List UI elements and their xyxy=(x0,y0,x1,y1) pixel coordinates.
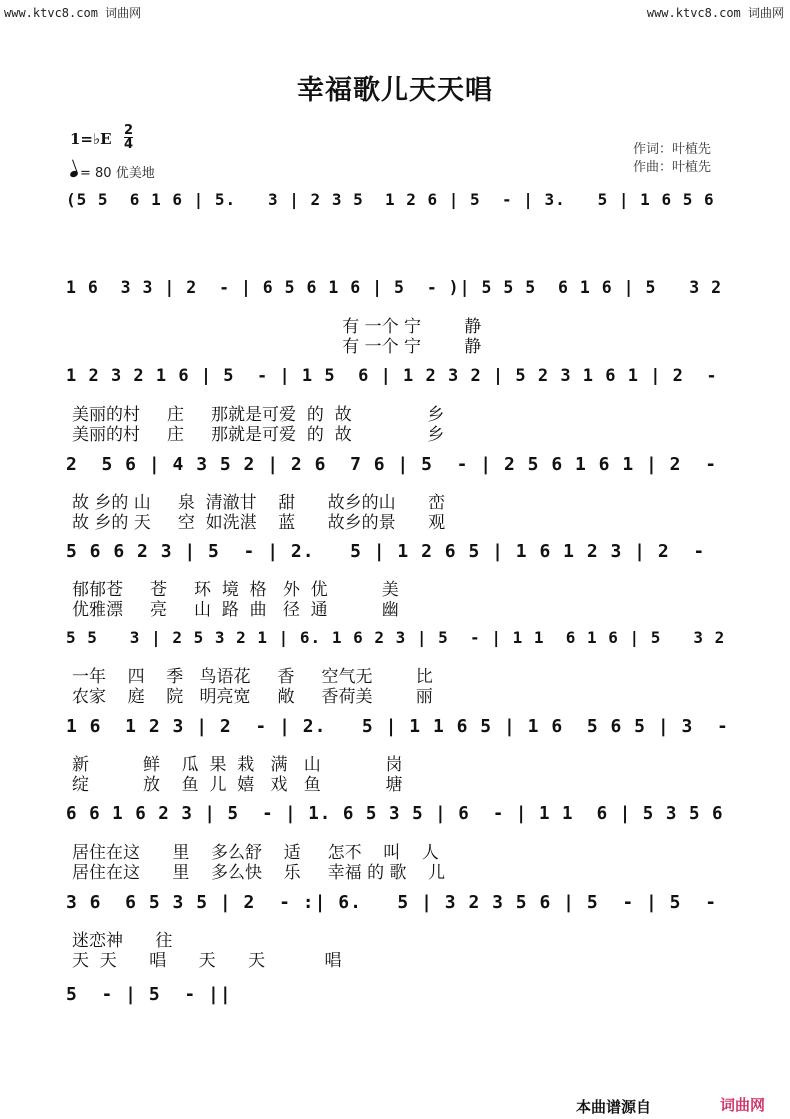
lyric-line-1: 有 一个 宁 静 xyxy=(72,317,482,337)
lyric-line-2: 有 一个 宁 静 xyxy=(72,337,482,357)
lyric-line-2: 故 乡的 天 空 如洗湛 蓝 故乡的景 观 xyxy=(72,513,446,533)
footer-source: 本曲谱源自 xyxy=(576,1098,652,1116)
tempo-marking xyxy=(70,162,155,181)
lyric-line-1: 故 乡的 山 泉 清澈甘 甜 故乡的山 峦 xyxy=(72,493,446,513)
notes-line: 6 6 1 6 2 3 | 5 - | 1. 6 5 3 5 | 6 - | 1 1 6 | 5 3 5 6 xyxy=(66,804,724,824)
notes-line: 5 5 3 | 2 5 3 2 1 | 6. 1 6 2 3 | 5 - | 1 1 6 1 6 | 5 3 2 xyxy=(66,628,726,647)
song-title: 幸福歌儿天天唱 xyxy=(297,75,493,106)
time-signature xyxy=(124,124,133,151)
lyric-line-2: 居住在这 里 多么快 乐 幸福 的 歌 儿 xyxy=(72,863,446,883)
lyric-line-1: 一年 四 季 鸟语花 香 空气无 比 xyxy=(72,667,433,687)
notes-line: 1 2 3 2 1 6 | 5 - | 1 5 6 | 1 2 3 2 | 5 2 3 1 6 1 | 2 - xyxy=(66,366,718,386)
lyric-line-2: 农家 庭 院 明亮宽 敞 香荷美 丽 xyxy=(72,687,433,707)
lyric-line-2: 绽 放 鱼 儿 嬉 戏 鱼 塘 xyxy=(72,775,403,795)
site-header-left: www.ktvc8.com 词曲网 xyxy=(4,6,142,20)
notes-line: 5 6 6 2 3 | 5 - | 2. 5 | 1 2 6 5 | 1 6 1 2 3 | 2 - xyxy=(66,541,706,562)
notes-line: 3 6 6 5 3 5 | 2 - :| 6. 5 | 3 2 3 5 6 | 5 - | 5 - xyxy=(66,892,718,913)
lyric-line-1: 郁郁苍 苍 环 境 格 外 优 美 xyxy=(72,580,399,600)
notes-line: 1 6 3 3 | 2 - | 6 5 6 1 6 | 5 - )| 5 5 5 6 1 6 | 5 3 2 xyxy=(66,278,723,297)
composer-credit: 作曲：叶植先 xyxy=(633,160,712,175)
lyric-line-1: 新 鲜 瓜 果 栽 满 山 岗 xyxy=(72,755,403,775)
quarter-note-icon xyxy=(69,170,79,178)
notes-line: (5 5 6 1 6 | 5. 3 | 2 3 5 1 2 6 | 5 - | 3. 5 | 1 6 5 6 xyxy=(66,190,715,209)
lyric-line-1: 居住在这 里 多么舒 适 怎不 叫 人 xyxy=(72,843,439,863)
meter-bottom: 4 xyxy=(124,137,134,152)
notes-line: 2 5 6 | 4 3 5 2 | 2 6 7 6 | 5 - | 2 5 6 1 6 1 | 2 - xyxy=(66,454,718,475)
lyric-line-1: 美丽的村 庄 那就是可爱 的 故 乡 xyxy=(72,405,445,425)
lyric-line-2: 优雅漂 亮 山 路 曲 径 通 幽 xyxy=(72,600,399,620)
tempo-text: = 80 优美地 xyxy=(80,166,155,181)
lyric-line-1: 迷恋神 往 xyxy=(72,931,173,951)
notes-line: 1 6 1 2 3 | 2 - | 2. 5 | 1 1 6 5 | 1 6 5 6 5 | 3 - xyxy=(66,716,729,737)
site-header-right: www.ktvc8.com 词曲网 xyxy=(646,6,784,20)
footer-logo[interactable]: 词曲网 xyxy=(720,1096,766,1114)
key-signature: 1=♭E xyxy=(70,130,112,148)
meter-top: 2 xyxy=(124,123,134,138)
notes-line: 5 - | 5 - || xyxy=(66,984,232,1005)
lyric-line-2: 天 天 唱 天 天 唱 xyxy=(72,951,342,971)
lyric-line-2: 美丽的村 庄 那就是可爱 的 故 乡 xyxy=(72,425,445,445)
lyricist-credit: 作词：叶植先 xyxy=(633,142,712,157)
